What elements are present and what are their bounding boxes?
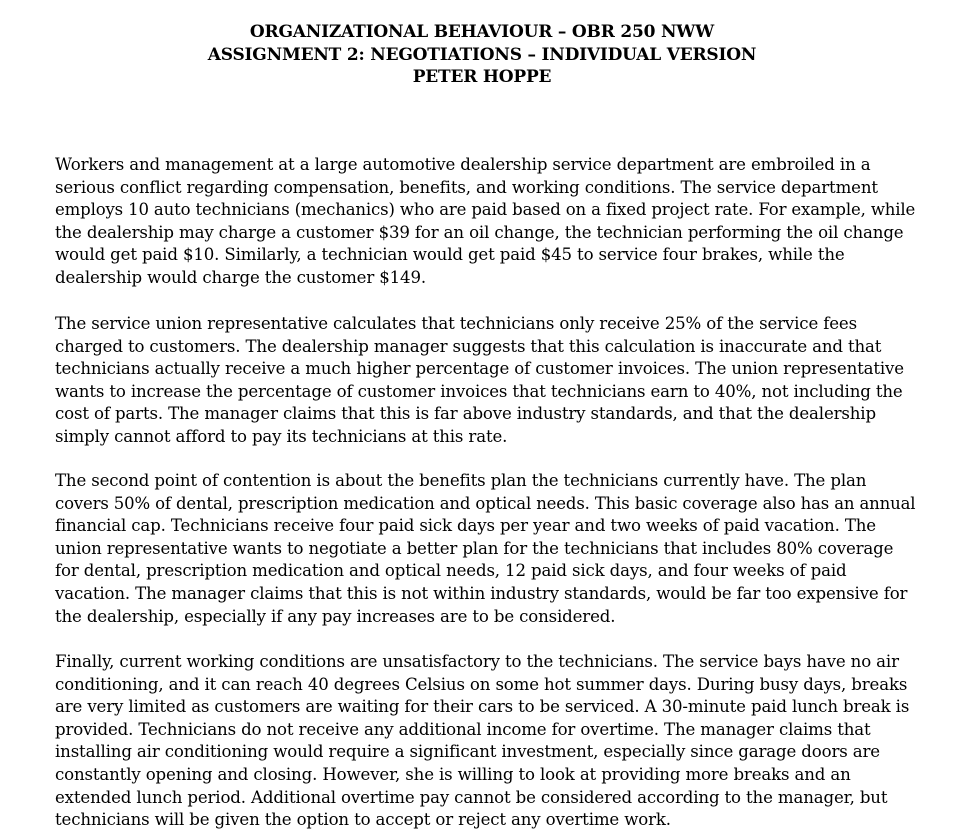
paragraph-line: serious conflict regarding compensation, benefits, and working conditions. The service department — [55, 177, 878, 197]
paragraph-line: charged to customers. The dealership manager suggests that this calculation is inaccurate and that — [55, 336, 882, 356]
assignment-title: ASSIGNMENT 2: NEGOTIATIONS – INDIVIDUAL VERSION — [207, 44, 757, 65]
paragraph-line: conditioning, and it can reach 40 degrees Celsius on some hot summer days. During busy days, breaks — [55, 674, 908, 694]
paragraph-line: cost of parts. The manager claims that this is far above industry standards, and that the dealership — [55, 404, 876, 424]
paragraph-line: constantly opening and closing. However, she is willing to look at providing more breaks and an — [55, 764, 851, 784]
paragraph-line: The service union representative calculates that technicians only receive 25% of the service fees — [55, 314, 857, 333]
paragraph-line: the dealership, especially if any pay increases are to be considered. — [55, 606, 616, 626]
paragraph-line: covers 50% of dental, prescription medication and optical needs. This basic coverage also has an annual — [55, 493, 916, 513]
paragraph-line: The second point of contention is about the benefits plan the technicians currently have. The plan — [55, 471, 867, 490]
paragraph-line: financial cap. Technicians receive four paid sick days per year and two weeks of paid vacation. The — [55, 516, 876, 536]
paragraph-line: are very limited as customers are waiting for their cars to be serviced. A 30-minute paid lunch break is — [55, 697, 910, 717]
paragraph-benefits-plan — [55, 470, 915, 628]
paragraph-line: provided. Technicians do not receive any additional income for overtime. The manager claims that — [55, 719, 871, 739]
paragraph-line: wants to increase the percentage of customer invoices that technicians earn to 40%, not including the — [55, 381, 903, 401]
paragraph-line: vacation. The manager claims that this is not within industry standards, would be far too expensive for — [55, 583, 908, 603]
paragraph-working-conditions — [55, 651, 915, 832]
paragraph-line: extended lunch period. Additional overtime pay cannot be considered according to the manager, but — [55, 787, 888, 807]
paragraph-line: technicians actually receive a much higher percentage of customer invoices. The union representative — [55, 359, 904, 379]
paragraph-line: the dealership may charge a customer $39 for an oil change, the technician performing the oil change — [55, 222, 904, 242]
paragraph-line: dealership would charge the customer $149. — [55, 267, 426, 287]
paragraph-line: simply cannot afford to pay its technicians at this rate. — [55, 426, 508, 446]
document-header — [0, 21, 964, 89]
paragraph-line: technicians will be given the option to accept or reject any overtime work. — [55, 810, 671, 830]
paragraph-line: Workers and management at a large automotive dealership service department are embroiled in a — [55, 155, 871, 174]
paragraph-union-percentage — [55, 313, 915, 449]
paragraph-compensation-intro — [55, 154, 915, 290]
paragraph-line: would get paid $10. Similarly, a technician would get paid $45 to service four brakes, while the — [55, 245, 845, 265]
author-name: PETER HOPPE — [412, 67, 552, 87]
paragraph-line: employs 10 auto technicians (mechanics) who are paid based on a fixed project rate. For example, while — [55, 200, 916, 220]
paragraph-line: installing air conditioning would require a significant investment, especially since garage doors are — [55, 742, 880, 762]
paragraph-line: union representative wants to negotiate a better plan for the technicians that includes 80% coverage — [55, 538, 894, 558]
paragraph-line: Finally, current working conditions are unsatisfactory to the technicians. The service bays have no air — [55, 652, 899, 671]
paragraph-line: for dental, prescription medication and optical needs, 12 paid sick days, and four weeks of paid — [55, 561, 847, 581]
course-title: ORGANIZATIONAL BEHAVIOUR – OBR 250 NWW — [249, 22, 715, 42]
